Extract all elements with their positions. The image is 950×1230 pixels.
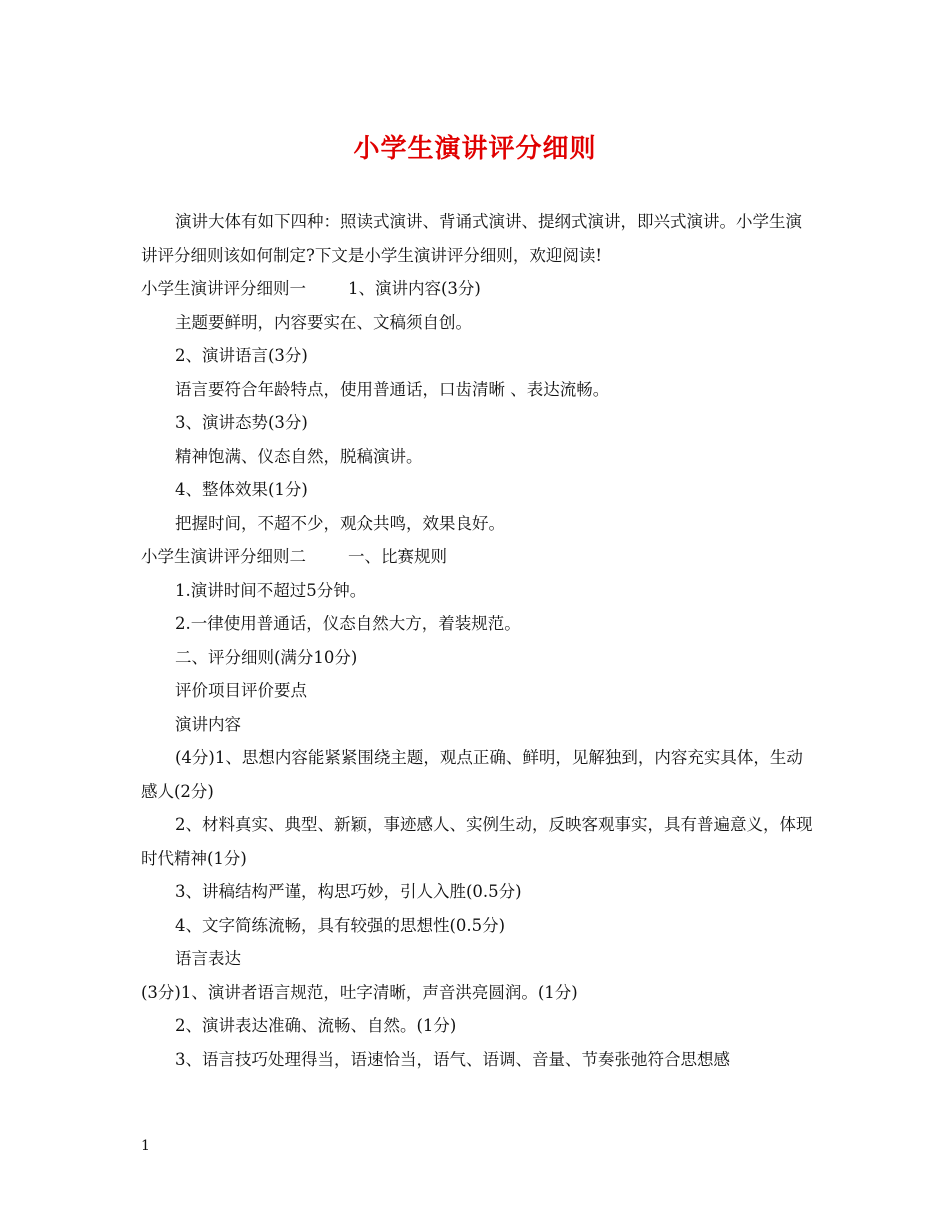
- paragraph: 4、整体效果(1分): [175, 480, 308, 499]
- paragraph: 二、评分细则(满分10分): [175, 647, 358, 667]
- paragraph: 2.一律使用普通话，仪态自然大方，着装规范。: [175, 614, 521, 633]
- paragraph: 主题要鲜明，内容要实在、文稿须自创。: [175, 312, 472, 332]
- paragraph: (4分)1、思想内容能紧紧围绕主题，观点正确、鲜明，见解独到，内容充实具体，生动感人(2分): [141, 748, 803, 801]
- paragraph: 3、演讲态势(3分): [175, 413, 308, 432]
- paragraph: 4、文字简练流畅，具有较强的思想性(0.5分): [175, 915, 506, 935]
- document-body: [141, 205, 813, 1076]
- paragraph: 小学生演讲评分细则一 1、演讲内容(3分): [141, 279, 481, 298]
- paragraph: 2、演讲语言(3分): [175, 346, 308, 365]
- document-title: 小学生演讲评分细则: [353, 134, 597, 164]
- paragraph: 评价项目评价要点: [175, 681, 307, 700]
- paragraph: 2、材料真实、典型、新颖，事迹感人、实例生动，反映客观事实，具有普遍意义，体现时代精神(1分): [141, 815, 813, 868]
- paragraph: 精神饱满、仪态自然，脱稿演讲。: [175, 446, 423, 466]
- paragraph: 演讲大体有如下四种：照读式演讲、背诵式演讲、提纲式演讲，即兴式演讲。小学生演讲评分细则该如何制定?下文是小学生演讲评分细则，欢迎阅读!: [141, 212, 802, 265]
- paragraph: 语言表达: [175, 949, 241, 968]
- paragraph: (3分)1、演讲者语言规范，吐字清晰，声音洪亮圆润。(1分): [141, 982, 578, 1002]
- paragraph: 把握时间，不超不少，观众共鸣，效果良好。: [175, 513, 505, 533]
- paragraph: 3、讲稿结构严谨，构思巧妙，引人入胜(0.5分): [175, 882, 522, 901]
- paragraph: 演讲内容: [175, 714, 241, 734]
- paragraph: 小学生演讲评分细则二 一、比赛规则: [141, 547, 447, 566]
- paragraph: 语言要符合年龄特点，使用普通话，口齿清晰 、表达流畅。: [175, 379, 610, 399]
- paragraph: 1.演讲时间不超过5分钟。: [175, 580, 367, 600]
- paragraph: 3、语言技巧处理得当，语速恰当，语气、语调、音量、节奏张弛符合思想感: [175, 1049, 730, 1069]
- paragraph: 2、演讲表达准确、流畅、自然。(1分): [175, 1016, 457, 1035]
- page-number: 1: [141, 1138, 150, 1154]
